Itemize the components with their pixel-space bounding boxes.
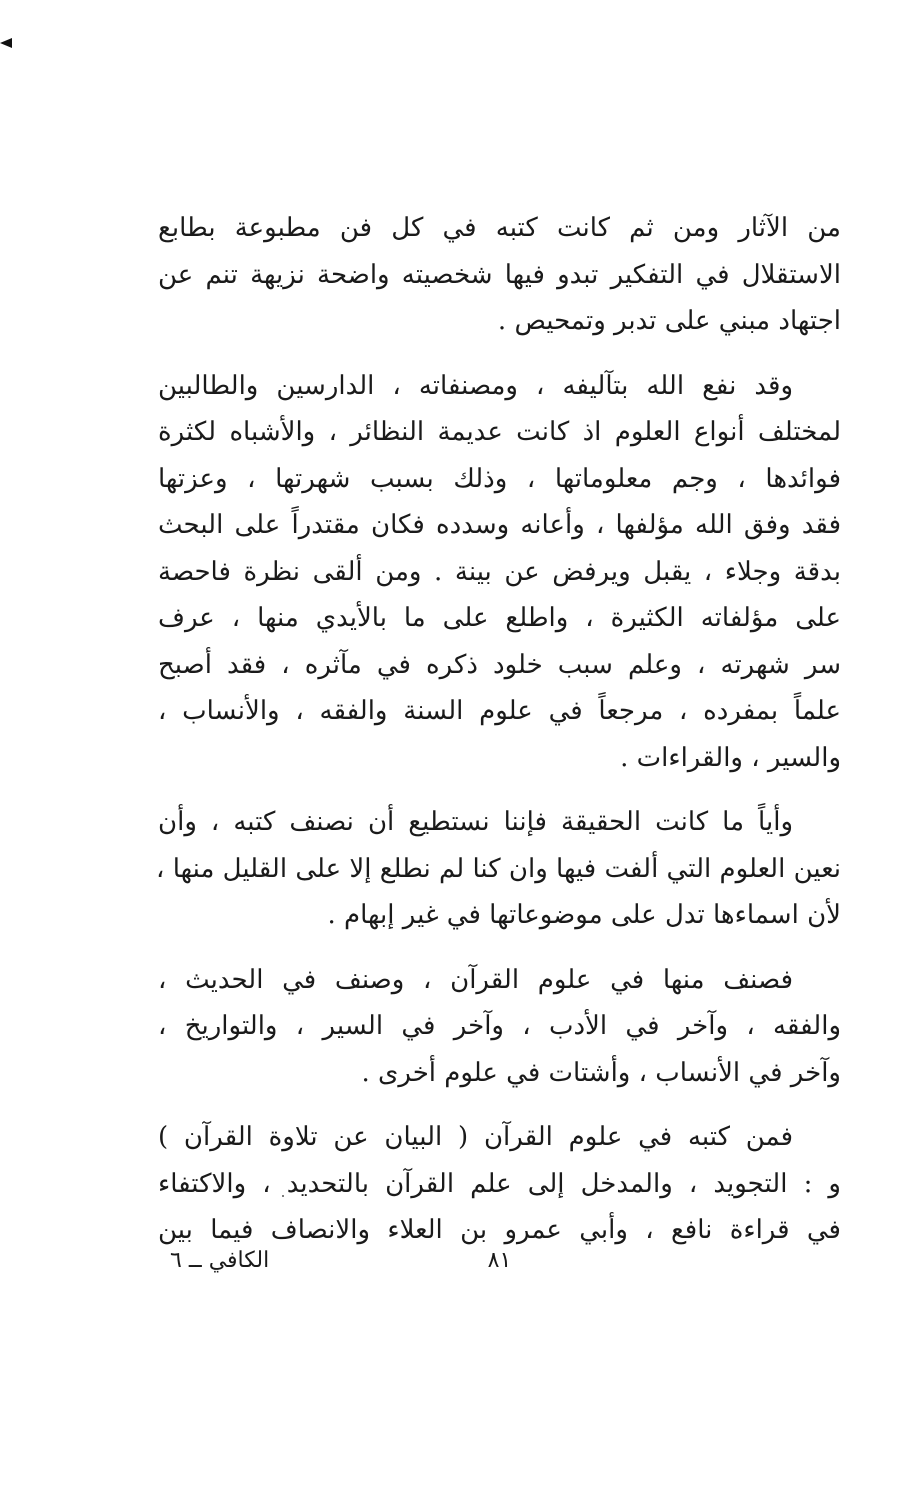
paragraph-5 (158, 1114, 841, 1254)
paragraph-1 (158, 205, 841, 345)
text-line: الاستقلال في التفكير تبدو فيها شخصيته واضحة نزيهة تنم عن (158, 259, 841, 290)
text-line: و : التجويد ، والمدخل إلى علم القرآن بالتحديد ، والاكتفاء (158, 1168, 841, 1199)
signature-mark: الكافي ــ ٦ (170, 1248, 270, 1273)
text-line: من الآثار ومن ثم كانت كتبه في كل فن مطبوعة بطابع (158, 213, 841, 243)
text-line: اجتهاد مبني على تدبر وتمحيص . (497, 306, 841, 336)
page-footer (158, 1248, 841, 1288)
text-line: سر شهرته ، وعلم سبب خلود ذكره في مآثره ، فقد أصبح (158, 649, 841, 680)
text-line: علماً بمفرده ، مرجعاً في علوم السنة والفقه ، والأنساب ، (158, 696, 841, 726)
text-line: وقد نفع الله بتآليفه ، ومصنفاته ، الدارسين والطالبين (158, 370, 793, 401)
text-line: فوائدها ، وجم معلوماتها ، وذلك بسبب شهرتها ، وعزتها (158, 463, 841, 494)
paragraph-2 (158, 363, 841, 782)
text-line: نعين العلوم التي ألفت فيها وان كنا لم نطلع إلا على القليل منها ، (156, 853, 841, 884)
text-line: وأياً ما كانت الحقيقة فإننا نستطيع أن نصنف كتبه ، وأن (158, 807, 793, 837)
text-line: والسير ، والقراءات . (620, 742, 841, 773)
text-line: وآخر في الأنساب ، وأشتات في علوم أخرى . (361, 1057, 841, 1088)
text-line: فصنف منها في علوم القرآن ، وصنف في الحديث ، (158, 964, 793, 995)
paragraph-3 (158, 799, 841, 939)
text-line: والفقه ، وآخر في الأدب ، وآخر في السير ، والتواريخ ، (158, 1011, 841, 1041)
text-line: لأن اسماءها تدل على موضوعاتها في غير إبهام . (327, 900, 841, 930)
text-line: فمن كتبه في علوم القرآن ( البيان عن تلاوة القرآن ) (158, 1122, 793, 1152)
text-line: بدقة وجلاء ، يقبل ويرفض عن بينة . ومن ألقى نظرة فاحصة (158, 556, 841, 587)
body-text (158, 205, 841, 1272)
text-line: على مؤلفاته الكثيرة ، واطلع على ما بالأيدي منها ، عرف (158, 603, 841, 633)
text-line: في قراءة نافع ، وأبي عمرو بن العلاء والانصاف فيما بين (158, 1215, 841, 1245)
text-line: فقد وفق الله مؤلفها ، وأعانه وسدده فكان مقتدراً على البحث (158, 510, 841, 540)
paragraph-4 (158, 957, 841, 1097)
page-number: ٨١ (487, 1248, 512, 1273)
page-edge-mark (0, 38, 12, 48)
text-line: لمختلف أنواع العلوم اذ كانت عديمة النظائر ، والأشباه لكثرة (158, 417, 841, 447)
